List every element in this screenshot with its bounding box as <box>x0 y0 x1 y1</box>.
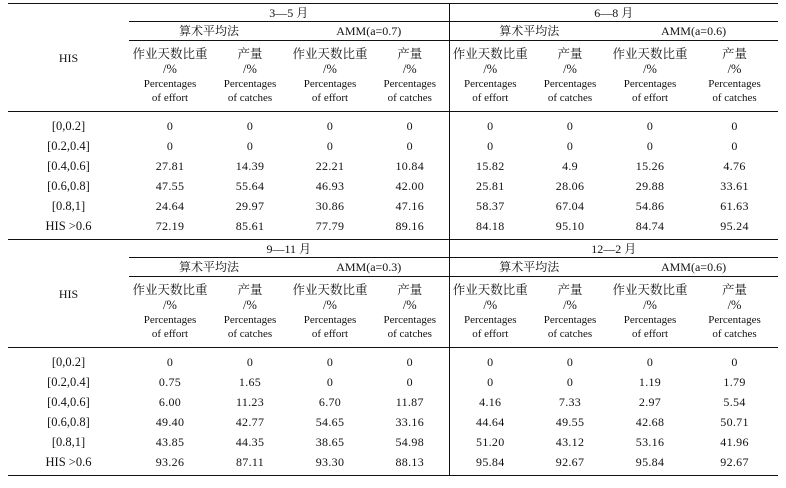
column-title-en: Percentages <box>143 314 197 326</box>
value-cell: 67.04 <box>555 199 585 213</box>
value-cell: 0 <box>326 119 334 133</box>
value-cell: 51.20 <box>449 432 531 452</box>
value-cell: 0 <box>646 139 654 153</box>
value-cell: 0 <box>566 119 574 133</box>
catch-column-header <box>691 41 778 112</box>
value-cell: 0 <box>449 112 531 137</box>
value-cell: 0 <box>246 139 254 153</box>
method-label: 算术平均法 <box>499 24 560 38</box>
column-title-cn: 产量 <box>237 47 263 61</box>
value-cell: 24.64 <box>155 199 185 213</box>
column-header-stack <box>609 283 691 341</box>
value-cell: 49.40 <box>155 415 185 429</box>
catch-column-header <box>691 277 778 348</box>
value-cell: 4.76 <box>723 159 746 173</box>
table-row <box>8 432 778 452</box>
value-cell: 0 <box>449 348 531 373</box>
column-title-en: Percentages <box>464 78 517 90</box>
column-title-cn: 产量 <box>557 283 583 297</box>
column-header-stack <box>691 47 778 105</box>
column-title-cn: 作业天数比重 <box>612 283 688 297</box>
value-cell: 25.81 <box>449 176 531 196</box>
value-cell: 14.39 <box>235 159 265 173</box>
method-label: 算术平均法 <box>178 24 239 38</box>
value-cell: 42.68 <box>635 415 665 429</box>
table-row <box>8 372 778 392</box>
value-cell: 22.21 <box>315 159 345 173</box>
value-cell: 87.11 <box>211 452 289 476</box>
table-body <box>8 4 778 476</box>
value-cell: 29.88 <box>635 179 665 193</box>
period-header-row <box>8 4 778 22</box>
value-cell: 0 <box>406 375 413 389</box>
value-cell: 92.67 <box>531 452 609 476</box>
his-range-cell: [0,0.2] <box>51 355 86 369</box>
value-cell: 0 <box>731 355 738 369</box>
column-title-cn: 作业天数比重 <box>292 283 368 297</box>
column-header-stack <box>691 283 778 341</box>
value-cell: 93.30 <box>289 452 371 476</box>
value-cell: 0 <box>166 119 174 133</box>
value-cell: 2.97 <box>638 395 662 409</box>
value-cell: 38.65 <box>315 435 345 449</box>
value-cell: 1.79 <box>723 375 746 389</box>
column-title-en: Percentages <box>383 78 437 90</box>
value-cell: 0.75 <box>158 375 182 389</box>
value-cell: 29.97 <box>235 199 265 213</box>
value-cell: 84.74 <box>635 219 665 233</box>
value-cell: 0 <box>326 355 334 369</box>
column-header-stack <box>450 283 532 341</box>
value-cell: 28.06 <box>555 179 585 193</box>
value-cell: 0 <box>731 119 738 133</box>
column-title-cn: 产量 <box>237 283 263 297</box>
column-unit: /% <box>563 298 577 312</box>
value-cell: 95.10 <box>555 219 585 233</box>
column-title-cn: 作业天数比重 <box>292 47 368 61</box>
column-header-stack <box>371 47 449 105</box>
effort-column-header <box>129 41 211 112</box>
method-label: 算术平均法 <box>178 260 239 274</box>
his-range-cell: [0,0.2] <box>51 119 86 133</box>
catch-column-header <box>211 41 289 112</box>
value-cell: 0 <box>646 355 654 369</box>
value-cell: 0 <box>646 119 654 133</box>
his-percentage-table <box>8 3 778 476</box>
his-range-cell: [0.8,1] <box>51 199 86 213</box>
value-cell: 92.67 <box>691 452 778 476</box>
his-range-cell: [0.6,0.8] <box>47 415 90 429</box>
value-cell: 85.61 <box>235 219 265 233</box>
value-cell: 54.86 <box>635 199 665 213</box>
value-cell: 42.00 <box>395 179 424 193</box>
value-cell: 44.64 <box>449 412 531 432</box>
column-title-cn: 作业天数比重 <box>612 47 688 61</box>
value-cell: 95.84 <box>449 452 531 476</box>
column-header-stack <box>450 47 532 105</box>
method-label: AMM(a=0.6) <box>660 24 727 38</box>
value-cell: 95.24 <box>720 219 749 233</box>
column-header-stack <box>531 283 609 341</box>
his-label: HIS <box>58 286 79 301</box>
column-unit: /% <box>323 62 337 76</box>
column-title-en: of effort <box>311 92 349 104</box>
column-title-cn: 产量 <box>557 47 583 61</box>
value-cell: 10.84 <box>395 159 424 173</box>
column-title-en: of effort <box>151 328 189 340</box>
column-unit: /% <box>727 62 742 76</box>
method-header <box>129 22 289 41</box>
column-unit: /% <box>402 298 417 312</box>
column-title-cn: 产量 <box>722 47 748 61</box>
value-cell: 0 <box>566 139 574 153</box>
catch-column-header <box>531 277 609 348</box>
catch-column-header <box>211 277 289 348</box>
method-label: AMM(a=0.3) <box>336 260 402 274</box>
column-unit: /% <box>643 62 657 76</box>
column-unit: /% <box>483 62 498 76</box>
his-range-cell: HIS >0.6 <box>8 452 129 476</box>
period-header <box>129 4 449 22</box>
value-cell: 0 <box>166 355 174 369</box>
column-title-en: Percentages <box>143 78 197 90</box>
value-cell: 0 <box>326 375 334 389</box>
column-title-en: Percentages <box>623 78 677 90</box>
column-unit: /% <box>243 62 257 76</box>
value-cell: 30.86 <box>315 199 345 213</box>
his-range-cell: [0.6,0.8] <box>47 179 90 193</box>
value-cell: 0 <box>566 355 574 369</box>
column-unit: /% <box>643 298 657 312</box>
column-title-en: of effort <box>631 92 669 104</box>
value-cell: 54.98 <box>395 435 424 449</box>
value-cell: 27.81 <box>155 159 185 173</box>
effort-column-header <box>129 277 211 348</box>
column-title-en: Percentages <box>623 314 677 326</box>
his-range-cell: [0.4,0.6] <box>47 395 90 409</box>
table-row <box>8 348 778 373</box>
value-cell: 43.12 <box>555 435 585 449</box>
column-unit: /% <box>727 298 742 312</box>
column-title-en: of effort <box>151 92 189 104</box>
value-cell: 53.16 <box>635 435 665 449</box>
value-cell: 0 <box>406 119 413 133</box>
column-unit: /% <box>323 298 337 312</box>
value-cell: 1.65 <box>238 375 262 389</box>
value-cell: 95.84 <box>609 452 691 476</box>
column-title-en: Percentages <box>303 314 357 326</box>
value-cell: 72.19 <box>155 219 185 233</box>
value-cell: 0 <box>449 372 531 392</box>
table-row <box>8 216 778 240</box>
column-title-en: of catches <box>712 328 757 340</box>
period-label: 12—2 月 <box>591 241 637 256</box>
value-cell: 43.85 <box>155 435 185 449</box>
value-cell: 6.00 <box>158 395 182 409</box>
value-cell: 50.71 <box>720 415 749 429</box>
method-header <box>289 258 449 277</box>
table-row <box>8 392 778 412</box>
column-header-stack <box>609 47 691 105</box>
effort-column-header <box>449 277 531 348</box>
method-header <box>129 258 289 277</box>
period-header <box>449 4 778 22</box>
column-title-en: of catches <box>547 328 593 340</box>
value-cell: 61.63 <box>720 199 749 213</box>
effort-column-header <box>289 277 371 348</box>
his-label: HIS <box>58 50 79 65</box>
period-label: 9—11 月 <box>266 241 312 256</box>
column-header-stack <box>129 283 211 341</box>
catch-column-header <box>371 41 449 112</box>
column-title-cn: 作业天数比重 <box>452 283 528 297</box>
value-cell: 0 <box>166 139 174 153</box>
column-title-cn: 产量 <box>397 47 423 61</box>
effort-column-header <box>289 41 371 112</box>
value-cell: 0 <box>246 119 254 133</box>
column-title-cn: 产量 <box>722 283 748 297</box>
column-title-en: Percentages <box>464 314 517 326</box>
method-label: AMM(a=0.7) <box>336 24 402 38</box>
method-header <box>449 22 609 41</box>
value-cell: 15.82 <box>449 156 531 176</box>
method-label: 算术平均法 <box>499 260 560 274</box>
column-title-cn: 作业天数比重 <box>132 47 208 61</box>
value-cell: 0 <box>406 355 413 369</box>
table-row <box>8 136 778 156</box>
catch-column-header <box>531 41 609 112</box>
value-cell: 11.87 <box>395 395 424 409</box>
column-title-en: Percentages <box>223 314 277 326</box>
value-cell: 1.19 <box>638 375 662 389</box>
column-title-en: of catches <box>227 328 273 340</box>
column-title-en: of catches <box>387 92 432 104</box>
column-unit: /% <box>563 62 577 76</box>
value-cell: 0 <box>326 139 334 153</box>
table-row <box>8 452 778 476</box>
column-title-en: of catches <box>387 328 432 340</box>
column-title-en: of effort <box>631 328 669 340</box>
column-title-en: Percentages <box>708 314 761 326</box>
value-cell: 0 <box>566 375 574 389</box>
column-header-stack <box>289 283 371 341</box>
value-cell: 46.93 <box>315 179 345 193</box>
table-row <box>8 112 778 137</box>
method-header <box>609 22 778 41</box>
value-cell: 84.18 <box>449 216 531 240</box>
row-label-header <box>8 240 129 348</box>
value-cell: 0 <box>406 139 413 153</box>
column-title-en: of effort <box>472 328 509 340</box>
column-unit: /% <box>483 298 498 312</box>
column-title-en: Percentages <box>223 78 277 90</box>
value-cell: 47.16 <box>395 199 424 213</box>
value-cell: 44.35 <box>235 435 265 449</box>
column-title-cn: 产量 <box>397 283 423 297</box>
method-label: AMM(a=0.6) <box>660 260 727 274</box>
period-header-row <box>8 240 778 258</box>
method-header <box>449 258 609 277</box>
column-unit: /% <box>243 298 257 312</box>
column-title-cn: 作业天数比重 <box>452 47 528 61</box>
table-row <box>8 412 778 432</box>
column-header-stack <box>371 283 449 341</box>
value-cell: 77.79 <box>315 219 345 233</box>
period-header <box>129 240 449 258</box>
table-row <box>8 176 778 196</box>
value-cell: 0 <box>246 355 254 369</box>
column-title-en: of catches <box>227 92 273 104</box>
column-title-en: of catches <box>547 92 593 104</box>
period-header <box>449 240 778 258</box>
catch-column-header <box>371 277 449 348</box>
method-header <box>609 258 778 277</box>
value-cell: 11.23 <box>235 395 265 409</box>
value-cell: 58.37 <box>449 196 531 216</box>
column-title-cn: 作业天数比重 <box>132 283 208 297</box>
his-range-cell: [0.4,0.6] <box>47 159 90 173</box>
value-cell: 6.70 <box>318 395 342 409</box>
column-header-stack <box>531 47 609 105</box>
column-title-en: Percentages <box>708 78 761 90</box>
value-cell: 47.55 <box>155 179 185 193</box>
value-cell: 49.55 <box>555 415 585 429</box>
column-title-en: of effort <box>472 92 509 104</box>
value-cell: 5.54 <box>723 395 746 409</box>
value-cell: 4.16 <box>449 392 531 412</box>
row-label-header <box>8 4 129 112</box>
column-unit: /% <box>163 298 177 312</box>
effort-column-header <box>449 41 531 112</box>
column-title-en: Percentages <box>543 78 597 90</box>
table-row <box>8 196 778 216</box>
value-cell: 15.26 <box>635 159 665 173</box>
his-range-cell: [0.2,0.4] <box>47 139 90 153</box>
value-cell: 7.33 <box>558 395 582 409</box>
value-cell: 33.16 <box>395 415 424 429</box>
column-header-stack <box>211 283 289 341</box>
value-cell: 93.26 <box>129 452 211 476</box>
effort-column-header <box>609 41 691 112</box>
column-header-stack <box>211 47 289 105</box>
his-range-cell: [0.8,1] <box>51 435 86 449</box>
table-row <box>8 156 778 176</box>
effort-column-header <box>609 277 691 348</box>
column-unit: /% <box>402 62 417 76</box>
value-cell: 42.77 <box>235 415 265 429</box>
value-cell: 0 <box>731 139 738 153</box>
column-title-en: Percentages <box>303 78 357 90</box>
column-title-en: Percentages <box>543 314 597 326</box>
value-cell: 54.65 <box>315 415 345 429</box>
value-cell: 41.96 <box>720 435 749 449</box>
column-unit: /% <box>163 62 177 76</box>
value-cell: 55.64 <box>235 179 265 193</box>
value-cell: 88.13 <box>371 452 449 476</box>
column-title-en: of effort <box>311 328 349 340</box>
column-title-en: of catches <box>712 92 757 104</box>
his-range-cell: [0.2,0.4] <box>47 375 90 389</box>
column-header-stack <box>289 47 371 105</box>
period-label: 6—8 月 <box>594 5 634 20</box>
value-cell: 0 <box>449 136 531 156</box>
column-header-stack <box>129 47 211 105</box>
value-cell: 4.9 <box>562 159 578 173</box>
method-header <box>289 22 449 41</box>
his-range-cell: HIS >0.6 <box>45 219 92 233</box>
period-label: 3—5 月 <box>269 5 309 20</box>
value-cell: 33.61 <box>720 179 749 193</box>
column-title-en: Percentages <box>383 314 437 326</box>
value-cell: 89.16 <box>395 219 424 233</box>
